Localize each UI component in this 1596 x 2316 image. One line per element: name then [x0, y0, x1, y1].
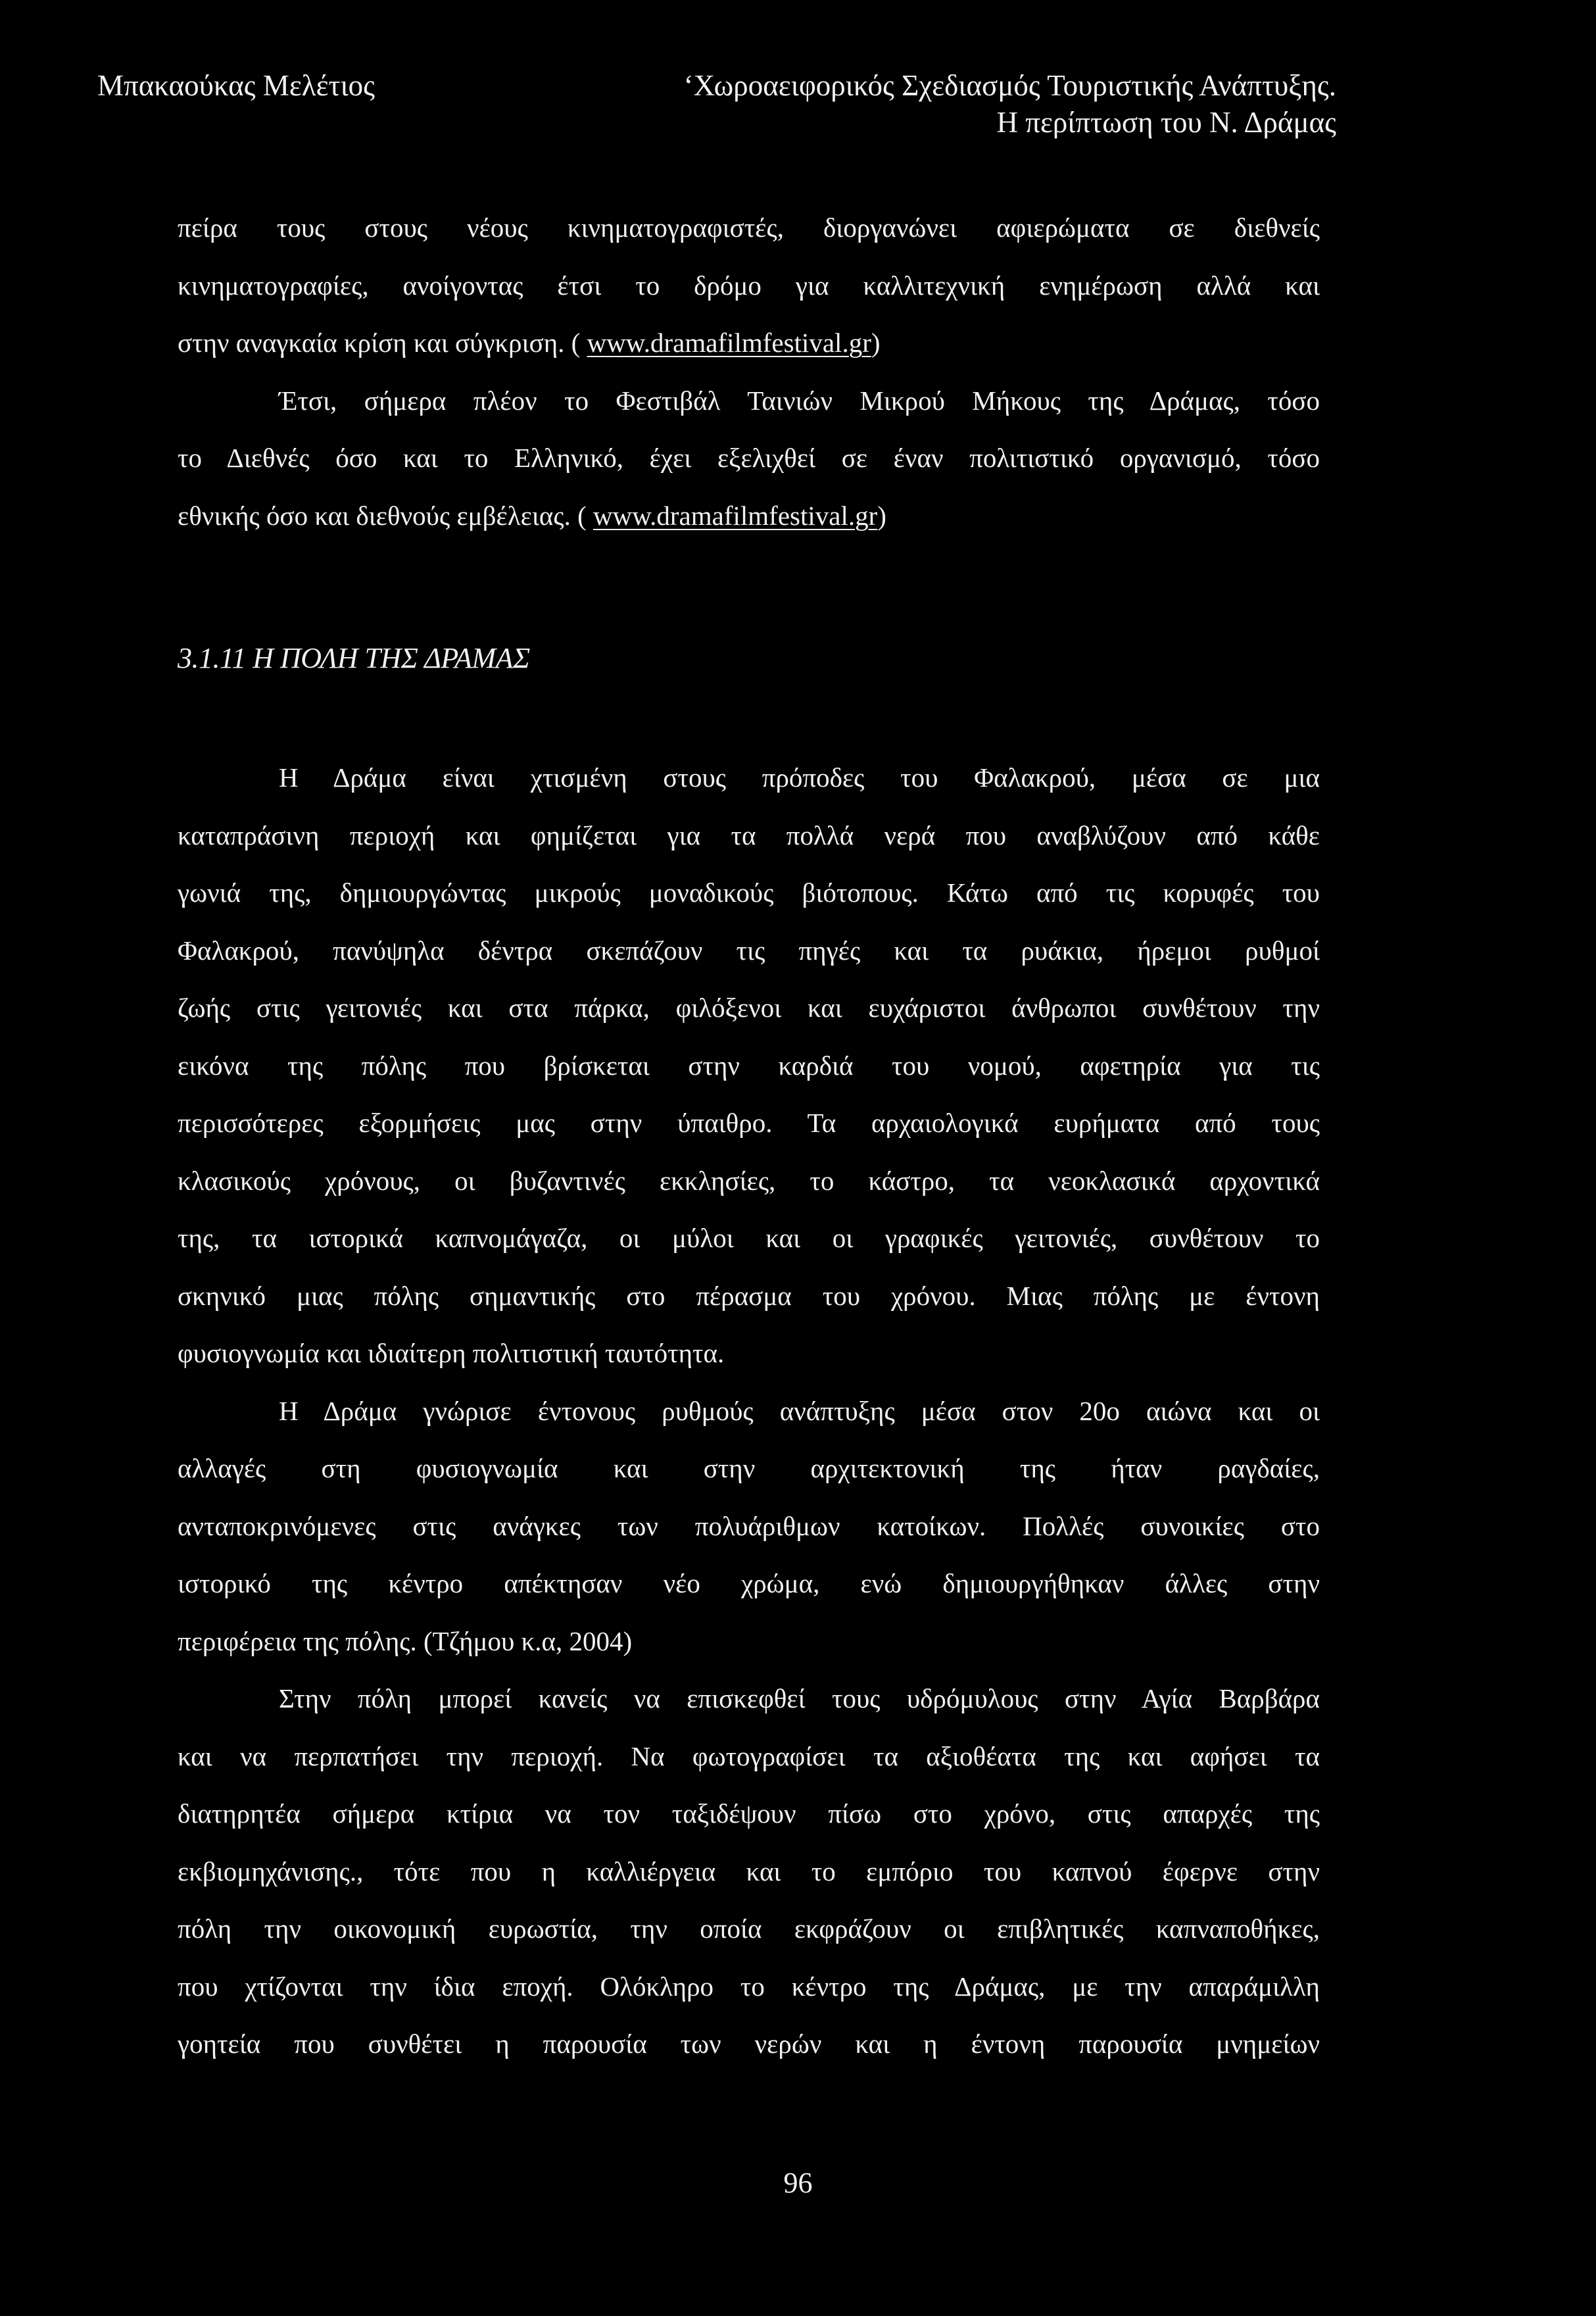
text-line: το Διεθνές όσο και το Ελληνικό, έχει εξελιχθεί σε έναν πολιτιστικό οργανισμό, τόσο — [178, 443, 1320, 473]
text-line: ιστορικό της κέντρο απέκτησαν νέο χρώμα, ενώ δημιουργήθηκαν άλλες στην — [178, 1568, 1320, 1598]
section-body — [178, 749, 1320, 2073]
text-line: γοητεία που συνθέτει η παρουσία των νερών και η έντονη παρουσία μνημείων — [178, 2029, 1320, 2059]
text-line: που χτίζονται την ίδια εποχή. Ολόκληρο το κέντρο της Δράμας, με την απαράμιλλη — [178, 1971, 1320, 2002]
text-line: ανταποκρινόμενες στις ανάγκες των πολυάριθμων κατοίκων. Πολλές συνοικίες στο — [178, 1510, 1320, 1541]
paragraph-festival-status — [178, 372, 1320, 545]
text-line: της, τα ιστορικά καπνομάγαζα, οι μύλοι και οι γραφικές γειτονιές, συνθέτουν το — [178, 1223, 1320, 1253]
text-line: γωνιά της, δημιουργώντας μικρούς μοναδικούς βιότοπους. Κάτω από τις κορυφές του — [178, 877, 1320, 908]
header-title — [684, 67, 1336, 141]
text-line — [178, 487, 1320, 545]
text-line: αλλαγές στη φυσιογνωμία και στην αρχιτεκτονική της ήταν ραγδαίες, — [178, 1453, 1320, 1483]
section-heading: 3.1.11 Η ΠΟΛΗ ΤΗΣ ΔΡΑΜΑΣ — [178, 642, 530, 674]
text-line: ζωής στις γειτονιές και στα πάρκα, φιλόξενοι και ευχάριστοι άνθρωποι συνθέτουν την — [178, 993, 1320, 1023]
text-line: κλασικούς χρόνους, οι βυζαντινές εκκλησίες, το κάστρο, τα νεοκλασικά αρχοντικά — [178, 1165, 1320, 1196]
paragraph-city-sights — [178, 1670, 1320, 2073]
text-fragment: εθνικής όσο και διεθνούς εμβέλειας. ( — [178, 500, 593, 531]
paragraph-city-development — [178, 1383, 1320, 1671]
festival-website-link[interactable]: www.dramafilmfestival.gr — [587, 328, 871, 358]
text-line: καταπράσινη περιοχή και φημίζεται για τα πολλά νερά που αναβλύζουν από κάθε — [178, 820, 1320, 850]
text-line: σκηνικό μιας πόλης σημαντικής στο πέρασμα του χρόνου. Μιας πόλης με έντονη — [178, 1280, 1320, 1311]
text-line: φυσιογνωμία και ιδιαίτερη πολιτιστική ταυτότητα. — [178, 1338, 725, 1368]
text-line: κινηματογραφίες, ανοίγοντας έτσι το δρόμο για καλλιτεχνική ενημέρωση αλλά και — [178, 270, 1320, 301]
text-line: περισσότερες εξορμήσεις μας στην ύπαιθρο. Τα αρχαιολογικά ευρήματα από τους — [178, 1108, 1320, 1138]
text-line: Έτσι, σήμερα πλέον το Φεστιβάλ Ταινιών Μικρού Μήκους της Δράμας, τόσο — [279, 385, 1320, 416]
text-line: Φαλακρού, πανύψηλα δέντρα σκεπάζουν τις πηγές και τα ρυάκια, ήρεμοι ρυθμοί — [178, 935, 1320, 966]
text-line: Η Δράμα είναι χτισμένη στους πρόποδες του Φαλακρού, μέσα σε μια — [279, 762, 1320, 793]
text-line: Στην πόλη μπορεί κανείς να επισκεφθεί τους υδρόμυλους στην Αγία Βαρβάρα — [279, 1683, 1320, 1713]
paragraph-festival-continuation — [178, 199, 1320, 372]
paragraph-city-description — [178, 749, 1320, 1383]
text-line: και να περπατήσει την περιοχή. Να φωτογραφίσει τα αξιοθέατα της και αφήσει τα — [178, 1740, 1320, 1771]
intro-text — [178, 199, 1320, 545]
festival-website-link[interactable]: www.dramafilmfestival.gr — [592, 500, 878, 531]
text-line: εικόνα της πόλης που βρίσκεται στην καρδιά του νομού, αφετηρία για τις — [178, 1050, 1320, 1081]
text-line: διατηρητέα σήμερα κτίρια να τον ταξιδέψουν πίσω στο χρόνο, στις απαρχές της — [178, 1798, 1320, 1829]
text-line: Η Δράμα γνώρισε έντονους ρυθμούς ανάπτυξης μέσα στον 20ο αιώνα και οι — [279, 1395, 1320, 1426]
page-number: 96 — [783, 2167, 813, 2199]
text-line: εκβιομηχάνισης., τότε που η καλλιέργεια και το εμπόριο του καπνού έφερνε στην — [178, 1856, 1320, 1886]
text-line: πόλη την οικονομική ευρωστία, την οποία εκφράζουν οι επιβλητικές καπναποθήκες, — [178, 1913, 1320, 1944]
text-line: πείρα τους στους νέους κινηματογραφιστές, διοργανώνει αφιερώματα σε διεθνείς — [178, 212, 1320, 243]
header-author: Μπακαούκας Μελέτιος — [97, 69, 375, 102]
text-fragment: ) — [871, 328, 881, 358]
text-fragment: ) — [877, 500, 886, 531]
header-title-line-2: Η περίπτωση του Ν. Δράμας — [996, 106, 1336, 139]
text-fragment: στην αναγκαία κρίση και σύγκριση. ( — [178, 328, 587, 358]
text-line: περιφέρεια της πόλης. (Τζήμου κ.α, 2004) — [178, 1625, 633, 1656]
text-line — [178, 314, 1320, 372]
header-title-line-1: ‘Χωροαειφορικός Σχεδιασμός Τουριστικής Ανάπτυξης. — [683, 69, 1336, 102]
